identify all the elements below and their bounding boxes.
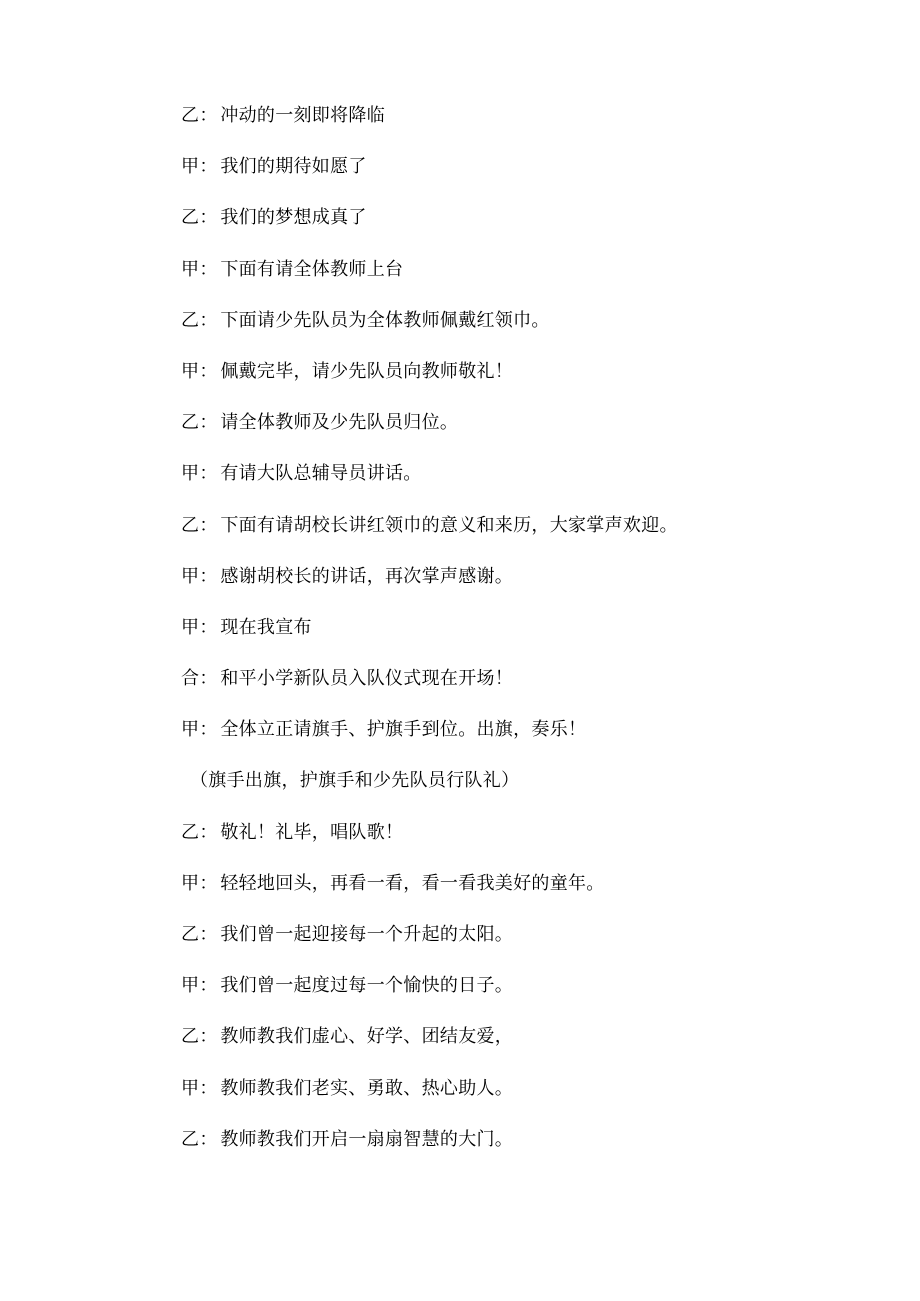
line-text: 全体立正请旗手、护旗手到位。出旗，奏乐！ (220, 719, 587, 741)
line-text: 下面有请全体教师上台 (220, 258, 404, 280)
script-lines (181, 99, 881, 1174)
line-text: 现在我宣布 (220, 616, 312, 638)
line-text: 我们的期待如愿了 (220, 156, 367, 178)
speaker-colon: ： (199, 412, 218, 434)
speaker-label: 甲 (181, 156, 200, 178)
dialogue-line (181, 918, 881, 969)
dialogue-line (181, 150, 881, 201)
speaker-colon: ： (199, 821, 218, 843)
speaker-colon: ： (199, 360, 218, 382)
speaker-colon: ： (199, 309, 218, 331)
speaker-colon: ： (199, 924, 218, 945)
speaker-colon: ： (199, 668, 218, 690)
dialogue-line (181, 662, 881, 713)
line-text: 下面请少先队员为全体教师佩戴红领巾。 (220, 309, 550, 331)
stage-direction-text: （旗手出旗，护旗手和少先队员行队礼） (190, 770, 520, 792)
dialogue-line (181, 1020, 881, 1071)
speaker-label: 乙 (181, 412, 200, 434)
speaker-label: 乙 (181, 1128, 200, 1150)
speaker-colon: ： (199, 1128, 218, 1150)
dialogue-line (181, 99, 881, 150)
speaker-colon: ： (199, 514, 218, 536)
speaker-label: 甲 (181, 360, 200, 382)
speaker-colon: ： (199, 156, 218, 178)
dialogue-line (181, 816, 881, 867)
dialogue-line (181, 713, 881, 764)
speaker-colon: ： (199, 1077, 218, 1099)
speaker-label: 甲 (181, 719, 200, 741)
speaker-label: 甲 (181, 616, 200, 638)
dialogue-line (181, 867, 881, 918)
line-text: 和平小学新队员入队仪式现在开场！ (220, 668, 514, 690)
speaker-colon: ： (199, 616, 218, 638)
line-text: 冲动的一刻即将降临 (220, 105, 386, 126)
speaker-colon: ： (199, 975, 218, 997)
line-text: 轻轻地回头，再看一看，看一看我美好的童年。 (220, 872, 605, 894)
speaker-label: 乙 (181, 105, 200, 126)
speaker-label: 乙 (181, 821, 200, 843)
speaker-label: 甲 (181, 872, 200, 894)
dialogue-line (181, 253, 881, 304)
line-text: 教师教我们虚心、好学、团结友爱， (220, 1026, 514, 1048)
speaker-colon: ： (199, 1026, 218, 1048)
speaker-label: 合 (181, 668, 200, 690)
line-text: 教师教我们开启一扇扇智慧的大门。 (220, 1128, 514, 1150)
speaker-colon: ： (199, 207, 218, 229)
dialogue-line (181, 406, 881, 457)
speaker-colon: ： (199, 463, 218, 485)
dialogue-line (181, 969, 881, 1020)
stage-direction (181, 764, 881, 815)
line-text: 敬礼！礼毕，唱队歌！ (220, 821, 404, 843)
line-text: 请全体教师及少先队员归位。 (220, 412, 459, 434)
line-text: 我们曾一起度过每一个愉快的日子。 (220, 975, 514, 997)
line-text: 教师教我们老实、勇敢、热心助人。 (220, 1077, 514, 1099)
speaker-label: 乙 (181, 1026, 200, 1048)
speaker-colon: ： (199, 872, 218, 894)
dialogue-line (181, 1072, 881, 1123)
dialogue-line (181, 509, 881, 560)
line-text: 佩戴完毕，请少先队员向教师敬礼！ (220, 360, 514, 382)
dialogue-line (181, 560, 881, 611)
speaker-label: 乙 (181, 309, 200, 331)
dialogue-line (181, 611, 881, 662)
line-text: 我们的梦想成真了 (220, 207, 367, 229)
speaker-label: 甲 (181, 463, 200, 485)
dialogue-line (181, 355, 881, 406)
speaker-label: 甲 (181, 565, 200, 587)
speaker-colon: ： (199, 258, 218, 280)
line-text: 我们曾一起迎接每一个升起的太阳。 (220, 924, 514, 945)
dialogue-line (181, 304, 881, 355)
speaker-colon: ： (199, 105, 218, 126)
line-text: 感谢胡校长的讲话，再次掌声感谢。 (220, 565, 514, 587)
dialogue-line (181, 457, 881, 508)
speaker-label: 甲 (181, 975, 200, 997)
speaker-label: 乙 (181, 924, 200, 945)
speaker-colon: ： (199, 719, 218, 741)
speaker-label: 乙 (181, 514, 200, 536)
speaker-label: 乙 (181, 207, 200, 229)
speaker-label: 甲 (181, 1077, 200, 1099)
speaker-colon: ： (199, 565, 218, 587)
line-text: 有请大队总辅导员讲话。 (220, 463, 422, 485)
line-text: 下面有请胡校长讲红领巾的意义和来历，大家掌声欢迎。 (220, 514, 678, 536)
speaker-label: 甲 (181, 258, 200, 280)
dialogue-line (181, 1123, 881, 1174)
dialogue-line (181, 201, 881, 252)
